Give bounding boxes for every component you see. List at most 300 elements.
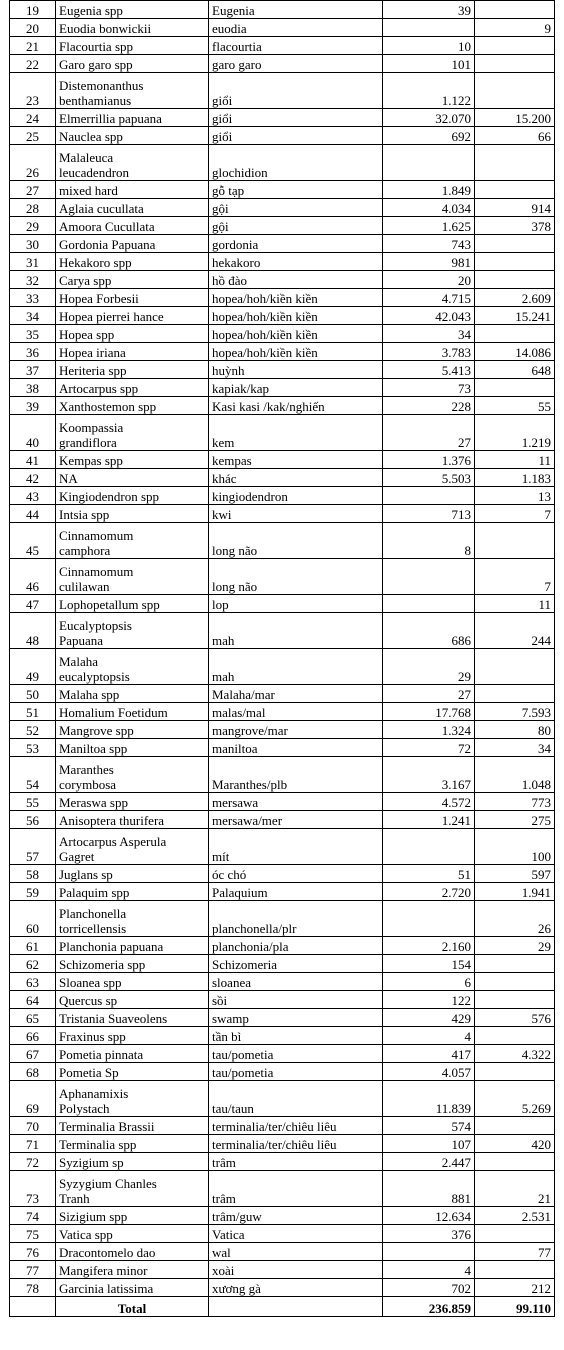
local-name: trâm/guw — [209, 1207, 383, 1225]
volume-a: 2.160 — [383, 937, 475, 955]
scientific-name: Tristania Suaveolens — [56, 1009, 209, 1027]
volume-b — [475, 1, 555, 19]
local-name: flacourtia — [209, 37, 383, 55]
local-name: xoài — [209, 1261, 383, 1279]
local-name: khác — [209, 469, 383, 487]
row-number: 66 — [10, 1027, 56, 1045]
row-number: 37 — [10, 361, 56, 379]
table-row — [10, 1081, 555, 1117]
scientific-name: Hekakoro spp — [56, 253, 209, 271]
total-local-cell — [209, 1297, 383, 1317]
local-name: long não — [209, 523, 383, 559]
volume-a: 6 — [383, 973, 475, 991]
volume-a: 881 — [383, 1171, 475, 1207]
volume-a: 4 — [383, 1261, 475, 1279]
local-name: hồ đào — [209, 271, 383, 289]
scientific-name: Euodia bonwickii — [56, 19, 209, 37]
volume-a: 743 — [383, 235, 475, 253]
row-number: 26 — [10, 145, 56, 181]
table-row — [10, 181, 555, 199]
row-number: 56 — [10, 811, 56, 829]
table-row — [10, 415, 555, 451]
volume-a: 39 — [383, 1, 475, 19]
table-row — [10, 523, 555, 559]
table-row — [10, 109, 555, 127]
volume-a: 154 — [383, 955, 475, 973]
row-number: 50 — [10, 685, 56, 703]
table-row — [10, 703, 555, 721]
table-row — [10, 253, 555, 271]
scientific-name — [56, 415, 209, 451]
volume-a: 4.057 — [383, 1063, 475, 1081]
volume-a: 27 — [383, 415, 475, 451]
local-name: Palaquium — [209, 883, 383, 901]
scientific-name: Kingiodendron spp — [56, 487, 209, 505]
volume-b: 26 — [475, 901, 555, 937]
table-row — [10, 865, 555, 883]
local-name: maniltoa — [209, 739, 383, 757]
row-number: 69 — [10, 1081, 56, 1117]
local-name: gội — [209, 217, 383, 235]
volume-b: 13 — [475, 487, 555, 505]
volume-b: 597 — [475, 865, 555, 883]
volume-b: 212 — [475, 1279, 555, 1297]
volume-b — [475, 649, 555, 685]
volume-a: 3.783 — [383, 343, 475, 361]
volume-a: 5.413 — [383, 361, 475, 379]
table-row — [10, 451, 555, 469]
scientific-name — [56, 73, 209, 109]
volume-a: 702 — [383, 1279, 475, 1297]
scientific-name: Gordonia Papuana — [56, 235, 209, 253]
table-row — [10, 1171, 555, 1207]
volume-b: 7.593 — [475, 703, 555, 721]
volume-a: 27 — [383, 685, 475, 703]
row-number: 77 — [10, 1261, 56, 1279]
volume-b — [475, 955, 555, 973]
volume-a: 5.503 — [383, 469, 475, 487]
table-row — [10, 235, 555, 253]
row-number: 65 — [10, 1009, 56, 1027]
scientific-name: Hopea Forbesii — [56, 289, 209, 307]
scientific-name: Aglaia cucullata — [56, 199, 209, 217]
volume-b: 15.241 — [475, 307, 555, 325]
scientific-name: Meraswa spp — [56, 793, 209, 811]
volume-a: 12.634 — [383, 1207, 475, 1225]
volume-b — [475, 73, 555, 109]
volume-b — [475, 1027, 555, 1045]
local-name: long não — [209, 559, 383, 595]
row-number: 62 — [10, 955, 56, 973]
local-name: giổi — [209, 127, 383, 145]
row-number: 32 — [10, 271, 56, 289]
scientific-name: Carya spp — [56, 271, 209, 289]
local-name: glochidion — [209, 145, 383, 181]
table-row — [10, 1243, 555, 1261]
table-row — [10, 271, 555, 289]
scientific-name-line: Tranh — [59, 1191, 90, 1206]
local-name: Malaha/mar — [209, 685, 383, 703]
row-number: 59 — [10, 883, 56, 901]
local-name: kwi — [209, 505, 383, 523]
table-row — [10, 883, 555, 901]
local-name: hopea/hoh/kiền kiền — [209, 307, 383, 325]
table-row — [10, 379, 555, 397]
table-row — [10, 127, 555, 145]
volume-b: 1.183 — [475, 469, 555, 487]
scientific-name-line: Cinnamomum — [59, 564, 134, 579]
total-volume-a: 236.859 — [383, 1297, 475, 1317]
volume-b — [475, 1153, 555, 1171]
row-number: 23 — [10, 73, 56, 109]
row-number: 51 — [10, 703, 56, 721]
local-name: garo garo — [209, 55, 383, 73]
row-number: 75 — [10, 1225, 56, 1243]
scientific-name: Heriteria spp — [56, 361, 209, 379]
volume-b — [475, 1225, 555, 1243]
volume-b: 648 — [475, 361, 555, 379]
volume-b: 420 — [475, 1135, 555, 1153]
volume-b: 914 — [475, 199, 555, 217]
scientific-name: Malaha spp — [56, 685, 209, 703]
table-row — [10, 289, 555, 307]
scientific-name-line: culilawan — [59, 579, 110, 594]
row-number: 72 — [10, 1153, 56, 1171]
scientific-name: Artocarpus spp — [56, 379, 209, 397]
table-row — [10, 901, 555, 937]
row-number: 47 — [10, 595, 56, 613]
local-name: planchonella/plr — [209, 901, 383, 937]
scientific-name-line: torricellensis — [59, 921, 127, 936]
scientific-name — [56, 649, 209, 685]
table-row — [10, 811, 555, 829]
table-row — [10, 325, 555, 343]
table-row — [10, 1153, 555, 1171]
scientific-name: Palaquim spp — [56, 883, 209, 901]
volume-a — [383, 559, 475, 595]
scientific-name: Amoora Cucullata — [56, 217, 209, 235]
local-name: xương gà — [209, 1279, 383, 1297]
row-number: 49 — [10, 649, 56, 685]
row-number: 44 — [10, 505, 56, 523]
scientific-name: Terminalia Brassii — [56, 1117, 209, 1135]
scientific-name-line: leucadendron — [59, 165, 130, 180]
table-row — [10, 217, 555, 235]
scientific-name-line: Cinnamomum — [59, 528, 134, 543]
volume-b — [475, 1117, 555, 1135]
volume-b — [475, 145, 555, 181]
local-name: mít — [209, 829, 383, 865]
volume-a — [383, 595, 475, 613]
volume-a — [383, 487, 475, 505]
local-name: terminalia/ter/chiêu liêu — [209, 1117, 383, 1135]
scientific-name-line: Polystach — [59, 1101, 110, 1116]
volume-b: 11 — [475, 595, 555, 613]
local-name: euodia — [209, 19, 383, 37]
scientific-name — [56, 613, 209, 649]
volume-b: 77 — [475, 1243, 555, 1261]
local-name: hopea/hoh/kiền kiền — [209, 343, 383, 361]
volume-a: 3.167 — [383, 757, 475, 793]
row-number: 42 — [10, 469, 56, 487]
local-name: kingiodendron — [209, 487, 383, 505]
volume-a — [383, 19, 475, 37]
scientific-name-line: grandiflora — [59, 435, 117, 450]
volume-b — [475, 1063, 555, 1081]
table-row — [10, 937, 555, 955]
local-name: gordonia — [209, 235, 383, 253]
scientific-name-line: benthamianus — [59, 93, 132, 108]
volume-a: 72 — [383, 739, 475, 757]
volume-a: 101 — [383, 55, 475, 73]
local-name: terminalia/ter/chiêu liêu — [209, 1135, 383, 1153]
local-name: kempas — [209, 451, 383, 469]
scientific-name — [56, 523, 209, 559]
volume-b — [475, 181, 555, 199]
scientific-name-line: Maranthes — [59, 762, 114, 777]
volume-b: 11 — [475, 451, 555, 469]
table-row — [10, 973, 555, 991]
scientific-name-line: Planchonella — [59, 906, 127, 921]
table-row — [10, 1117, 555, 1135]
volume-a — [383, 1243, 475, 1261]
row-number: 53 — [10, 739, 56, 757]
row-number: 31 — [10, 253, 56, 271]
row-number: 43 — [10, 487, 56, 505]
row-number: 41 — [10, 451, 56, 469]
row-number: 35 — [10, 325, 56, 343]
volume-a: 11.839 — [383, 1081, 475, 1117]
table-row — [10, 1225, 555, 1243]
volume-b: 14.086 — [475, 343, 555, 361]
local-name: tần bì — [209, 1027, 383, 1045]
table-row — [10, 505, 555, 523]
scientific-name: Sloanea spp — [56, 973, 209, 991]
scientific-name: Hopea pierrei hance — [56, 307, 209, 325]
volume-b — [475, 271, 555, 289]
scientific-name: Dracontomelo dao — [56, 1243, 209, 1261]
table-row — [10, 145, 555, 181]
volume-b: 576 — [475, 1009, 555, 1027]
local-name: huỳnh — [209, 361, 383, 379]
row-number: 60 — [10, 901, 56, 937]
volume-a: 42.043 — [383, 307, 475, 325]
volume-a — [383, 901, 475, 937]
scientific-name: Syzigium sp — [56, 1153, 209, 1171]
row-number: 61 — [10, 937, 56, 955]
table-row — [10, 1009, 555, 1027]
total-row — [10, 1297, 555, 1317]
local-name: Schizomeria — [209, 955, 383, 973]
local-name: Vatica — [209, 1225, 383, 1243]
local-name: sồi — [209, 991, 383, 1009]
scientific-name: Garo garo spp — [56, 55, 209, 73]
volume-a: 4.572 — [383, 793, 475, 811]
scientific-name — [56, 757, 209, 793]
row-number: 21 — [10, 37, 56, 55]
scientific-name — [56, 1081, 209, 1117]
table-row — [10, 613, 555, 649]
scientific-name-line: Gagret — [59, 849, 95, 864]
row-number: 40 — [10, 415, 56, 451]
row-number: 78 — [10, 1279, 56, 1297]
local-name: Kasi kasi /kak/nghiến — [209, 397, 383, 415]
row-number: 46 — [10, 559, 56, 595]
row-number: 28 — [10, 199, 56, 217]
table-row — [10, 757, 555, 793]
volume-b: 1.048 — [475, 757, 555, 793]
row-number: 33 — [10, 289, 56, 307]
volume-b — [475, 991, 555, 1009]
table-row — [10, 1135, 555, 1153]
volume-a: 1.241 — [383, 811, 475, 829]
scientific-name: Sizigium spp — [56, 1207, 209, 1225]
volume-a: 4 — [383, 1027, 475, 1045]
scientific-name: Juglans sp — [56, 865, 209, 883]
local-name: mersawa/mer — [209, 811, 383, 829]
table-row — [10, 55, 555, 73]
volume-b — [475, 235, 555, 253]
volume-b: 244 — [475, 613, 555, 649]
scientific-name: Mangrove spp — [56, 721, 209, 739]
row-number: 58 — [10, 865, 56, 883]
scientific-name: Vatica spp — [56, 1225, 209, 1243]
volume-b: 1.941 — [475, 883, 555, 901]
scientific-name: Garcinia latissima — [56, 1279, 209, 1297]
scientific-name: Homalium Foetidum — [56, 703, 209, 721]
local-name: swamp — [209, 1009, 383, 1027]
table-row — [10, 19, 555, 37]
volume-a: 17.768 — [383, 703, 475, 721]
row-number: 19 — [10, 1, 56, 19]
scientific-name-line: Eucalyptopsis — [59, 618, 132, 633]
volume-b: 9 — [475, 19, 555, 37]
local-name: hopea/hoh/kiền kiền — [209, 289, 383, 307]
table-row — [10, 469, 555, 487]
volume-b — [475, 685, 555, 703]
row-number: 36 — [10, 343, 56, 361]
local-name: tau/pometia — [209, 1063, 383, 1081]
row-number: 29 — [10, 217, 56, 235]
row-number: 38 — [10, 379, 56, 397]
volume-b: 275 — [475, 811, 555, 829]
volume-a: 73 — [383, 379, 475, 397]
volume-a: 122 — [383, 991, 475, 1009]
volume-b: 4.322 — [475, 1045, 555, 1063]
volume-b — [475, 37, 555, 55]
volume-a: 1.625 — [383, 217, 475, 235]
row-number: 73 — [10, 1171, 56, 1207]
scientific-name: Hopea iriana — [56, 343, 209, 361]
volume-b: 5.269 — [475, 1081, 555, 1117]
scientific-name — [56, 1171, 209, 1207]
row-number: 39 — [10, 397, 56, 415]
scientific-name: Nauclea spp — [56, 127, 209, 145]
volume-a: 981 — [383, 253, 475, 271]
scientific-name: Planchonia papuana — [56, 937, 209, 955]
table-row — [10, 397, 555, 415]
scientific-name: Fraxinus spp — [56, 1027, 209, 1045]
volume-a: 10 — [383, 37, 475, 55]
row-number: 45 — [10, 523, 56, 559]
table-row — [10, 991, 555, 1009]
volume-b: 21 — [475, 1171, 555, 1207]
volume-a: 574 — [383, 1117, 475, 1135]
volume-b — [475, 1261, 555, 1279]
scientific-name: Mangifera minor — [56, 1261, 209, 1279]
local-name: gội — [209, 199, 383, 217]
scientific-name-line: corymbosa — [59, 777, 117, 792]
volume-a: 4.034 — [383, 199, 475, 217]
scientific-name: Pometia pinnata — [56, 1045, 209, 1063]
table-row — [10, 829, 555, 865]
volume-b — [475, 325, 555, 343]
local-name: giổi — [209, 109, 383, 127]
volume-b: 34 — [475, 739, 555, 757]
volume-b — [475, 523, 555, 559]
table-row — [10, 559, 555, 595]
scientific-name: Kempas spp — [56, 451, 209, 469]
local-name: Maranthes/plb — [209, 757, 383, 793]
local-name: mersawa — [209, 793, 383, 811]
local-name: mangrove/mar — [209, 721, 383, 739]
table-row — [10, 343, 555, 361]
volume-b — [475, 55, 555, 73]
scientific-name: Schizomeria spp — [56, 955, 209, 973]
volume-a: 692 — [383, 127, 475, 145]
table-row — [10, 487, 555, 505]
row-number: 52 — [10, 721, 56, 739]
row-number: 76 — [10, 1243, 56, 1261]
volume-b: 773 — [475, 793, 555, 811]
volume-b: 29 — [475, 937, 555, 955]
local-name: planchonia/pla — [209, 937, 383, 955]
row-number: 24 — [10, 109, 56, 127]
table-row — [10, 1045, 555, 1063]
table-row — [10, 649, 555, 685]
scientific-name-line: Malaleuca — [59, 150, 114, 165]
row-number: 30 — [10, 235, 56, 253]
row-number: 64 — [10, 991, 56, 1009]
volume-a: 2.720 — [383, 883, 475, 901]
volume-a: 8 — [383, 523, 475, 559]
scientific-name — [56, 901, 209, 937]
row-number: 48 — [10, 613, 56, 649]
volume-b: 2.609 — [475, 289, 555, 307]
local-name: trâm — [209, 1171, 383, 1207]
local-name: óc chó — [209, 865, 383, 883]
scientific-name: Quercus sp — [56, 991, 209, 1009]
volume-b — [475, 973, 555, 991]
volume-a: 34 — [383, 325, 475, 343]
table-row — [10, 73, 555, 109]
scientific-name: Intsia spp — [56, 505, 209, 523]
scientific-name-line: eucalyptopsis — [59, 669, 130, 684]
volume-a: 686 — [383, 613, 475, 649]
row-number: 27 — [10, 181, 56, 199]
volume-a: 228 — [383, 397, 475, 415]
row-number: 68 — [10, 1063, 56, 1081]
volume-a: 1.122 — [383, 73, 475, 109]
table-row — [10, 1261, 555, 1279]
scientific-name: Elmerrillia papuana — [56, 109, 209, 127]
scientific-name-line: Papuana — [59, 633, 104, 648]
row-number: 70 — [10, 1117, 56, 1135]
scientific-name: Maniltoa spp — [56, 739, 209, 757]
row-number: 54 — [10, 757, 56, 793]
scientific-name-line: Malaha — [59, 654, 98, 669]
local-name: tau/pometia — [209, 1045, 383, 1063]
